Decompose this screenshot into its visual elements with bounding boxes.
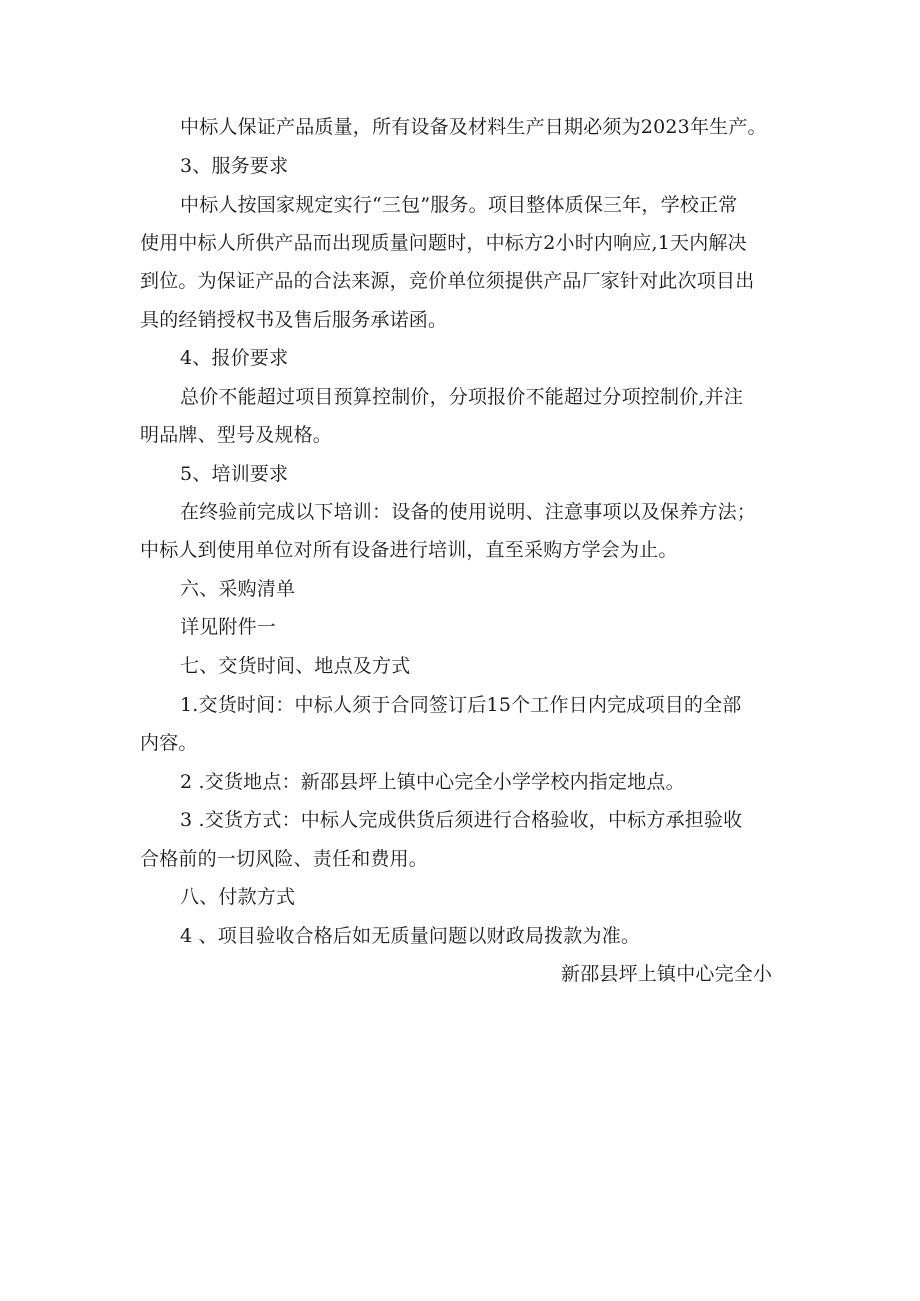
quote-paragraph-line: 总价不能超过项目预算控制价，分项报价不能超过分项控制价,并注 xyxy=(180,386,744,408)
procurement-list-heading: 六、采购清单 xyxy=(180,578,296,600)
delivery-heading: 七、交货时间、地点及方式 xyxy=(180,655,411,677)
training-heading: 5、培训要求 xyxy=(180,463,289,485)
delivery-place-line: 2 .交货地点：新邵县坪上镇中心完全小学学校内指定地点。 xyxy=(180,771,685,793)
delivery-time-line: 1.交货时间：中标人须于合同签订后15个工作日内完成项目的全部 xyxy=(180,694,742,716)
delivery-time-line: 内容。 xyxy=(140,732,198,754)
quote-heading: 4、报价要求 xyxy=(180,347,289,369)
service-paragraph-line: 具的经销授权书及售后服务承诺函。 xyxy=(140,309,448,331)
delivery-method-line: 合格前的一切风险、责任和费用。 xyxy=(140,848,429,870)
quality-paragraph: 中标人保证产品质量，所有设备及材料生产日期必须为2023年生产。 xyxy=(180,116,767,138)
delivery-method-line: 3 .交货方式：中标人完成供货后须进行合格验收，中标方承担验收 xyxy=(180,809,743,831)
service-heading: 3、服务要求 xyxy=(180,155,289,177)
payment-paragraph: 4 、项目验收合格后如无质量问题以财政局拨款为准。 xyxy=(180,925,641,947)
service-paragraph-line: 到位。为保证产品的合法来源，竞价单位须提供产品厂家针对此次项目出 xyxy=(140,270,755,292)
training-paragraph-line: 中标人到使用单位对所有设备进行培训，直至采购方学会为止。 xyxy=(140,539,678,561)
service-paragraph-line: 中标人按国家规定实行“三包”服务。项目整体质保三年，学校正常 xyxy=(180,194,738,216)
signature-line: 新邵县坪上镇中心完全小 xyxy=(561,963,773,985)
service-paragraph-line: 使用中标人所供产品而出现质量问题时，中标方2小时内响应,1天内解决 xyxy=(140,232,747,254)
quote-paragraph-line: 明品牌、型号及规格。 xyxy=(140,424,333,446)
payment-heading: 八、付款方式 xyxy=(180,886,296,908)
training-paragraph-line: 在终验前完成以下培训：设备的使用说明、注意事项以及保养方法； xyxy=(180,501,757,523)
procurement-list-paragraph: 详见附件一 xyxy=(180,616,277,638)
